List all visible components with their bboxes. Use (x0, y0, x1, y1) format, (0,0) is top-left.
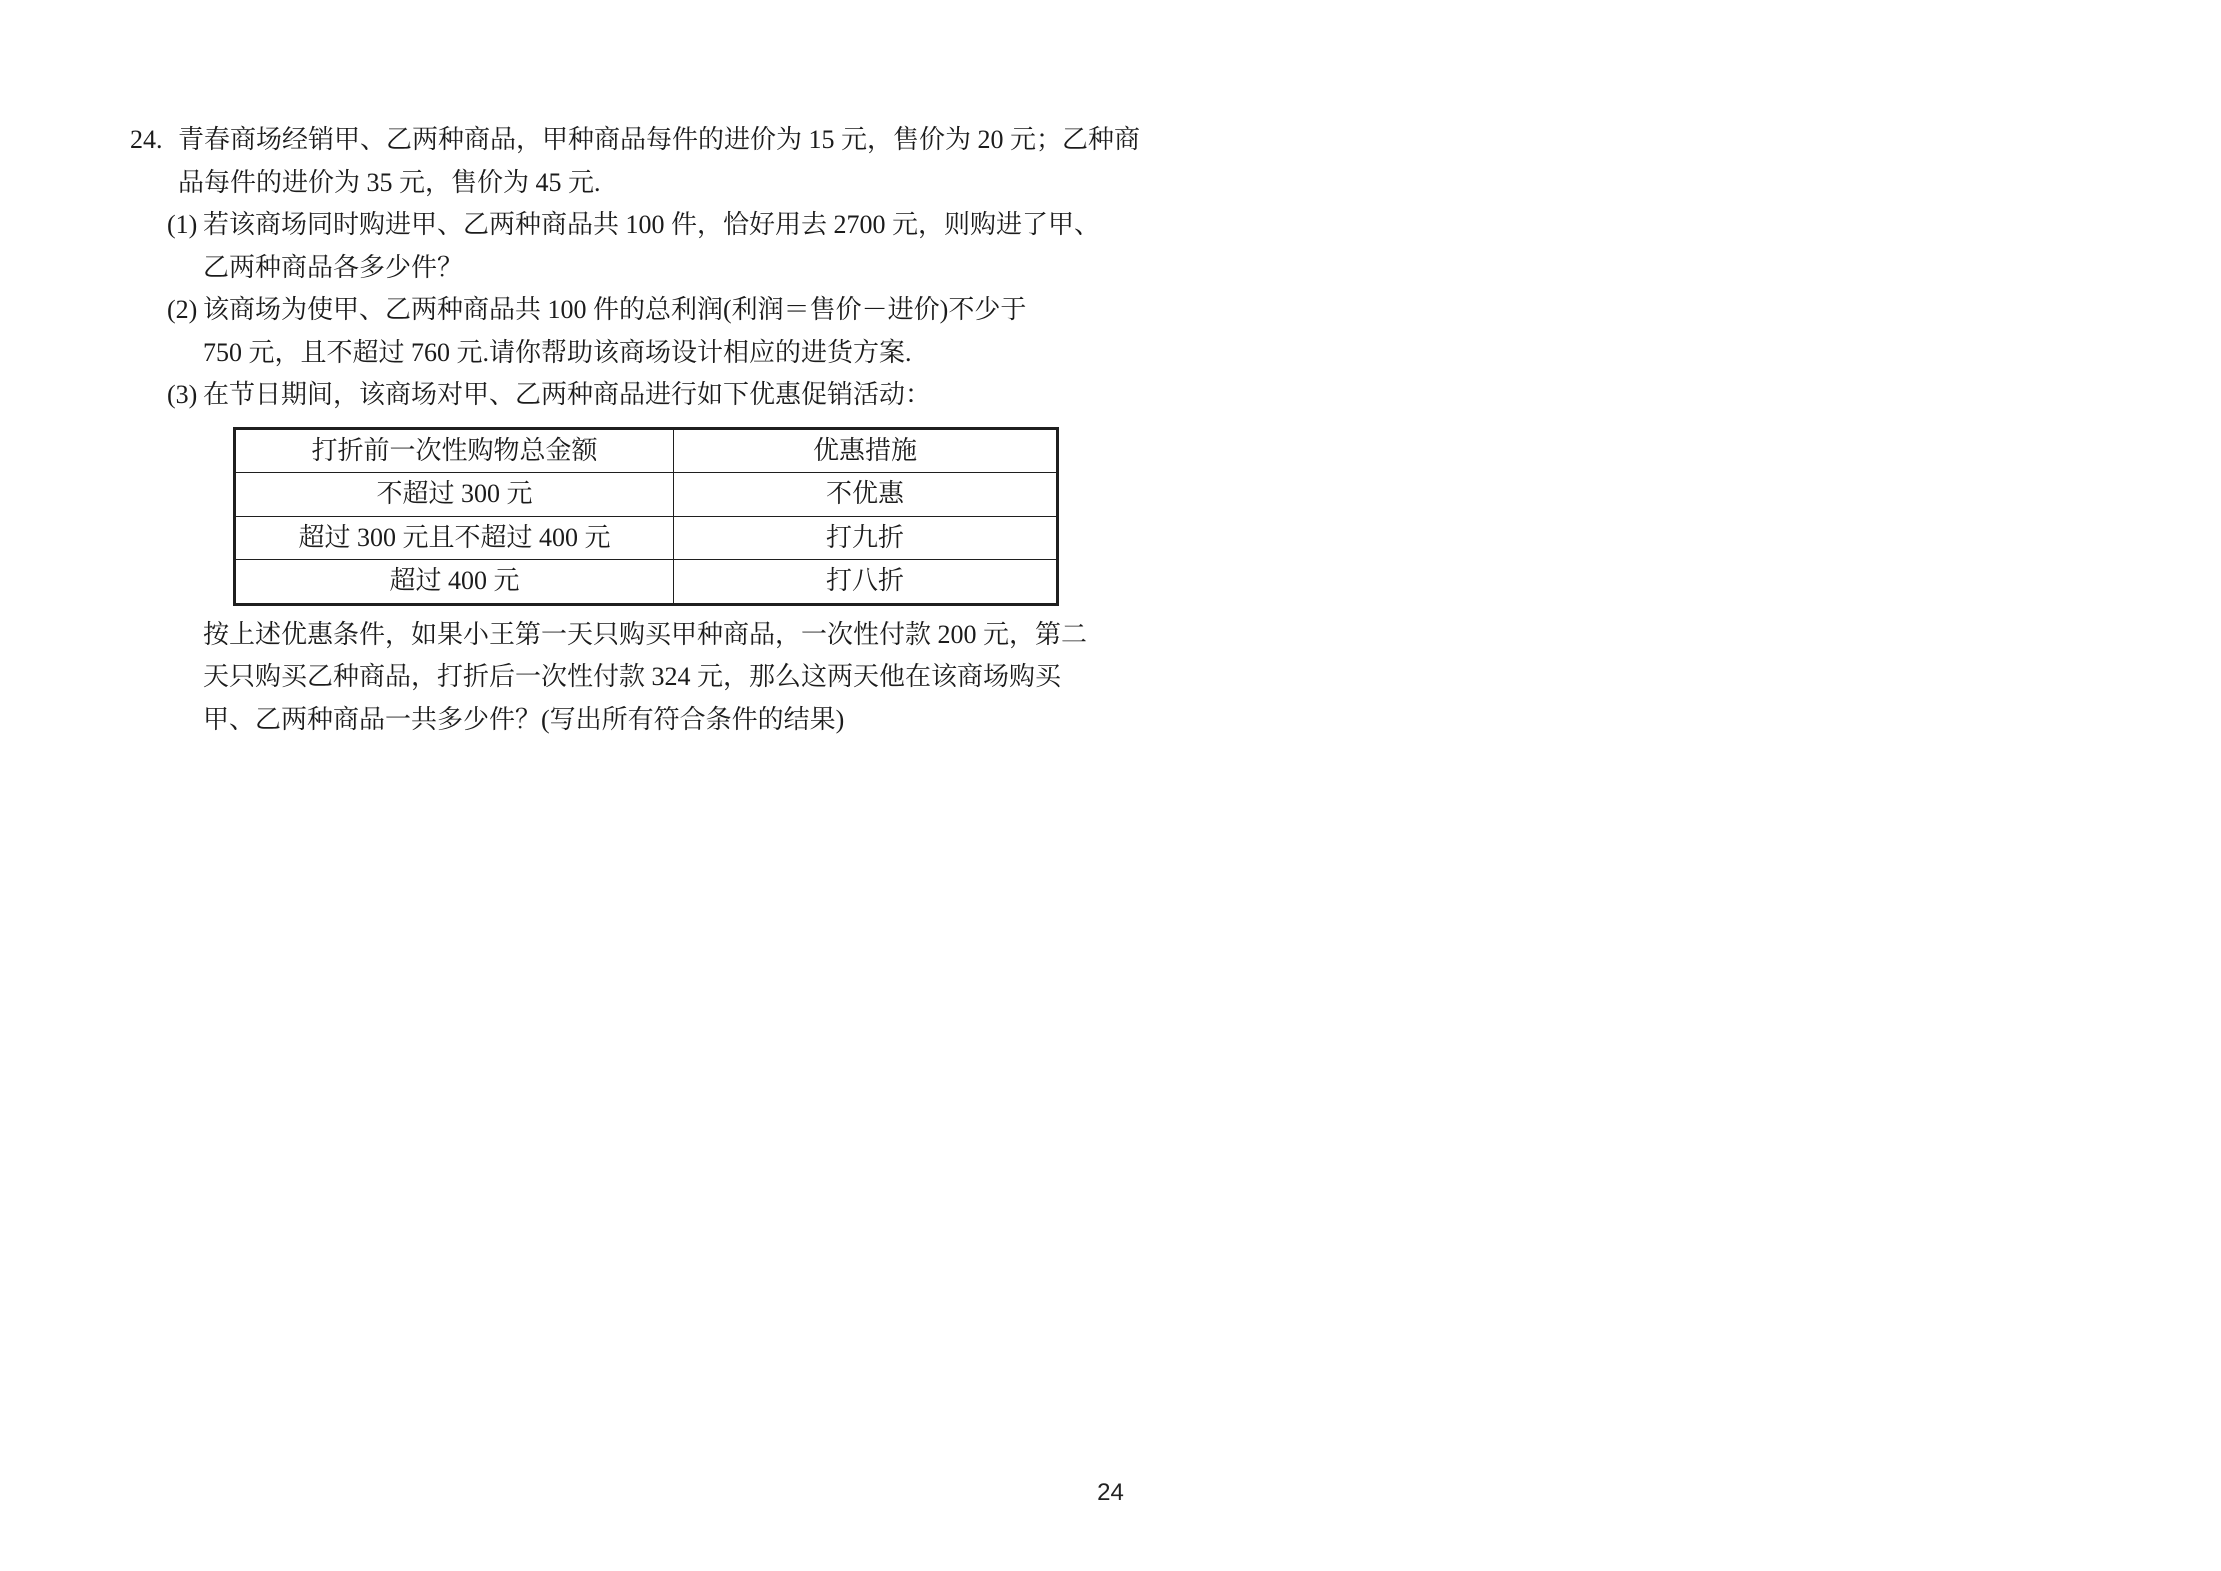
closing-line: 天只购买乙种商品，打折后一次性付款 324 元，那么这两天他在该商场购买 (203, 662, 1062, 691)
header-cell-offer: 优惠措施 (674, 428, 1058, 473)
closing-line: 甲、乙两种商品一共多少件？(写出所有符合条件的结果) (203, 704, 845, 734)
cell-amount: 不超过 300 元 (235, 473, 674, 517)
page-number: 24 (1097, 1479, 1124, 1506)
discount-table (233, 427, 1059, 606)
part-2-line: 该商场为使甲、乙两种商品共 100 件的总利润(利润＝售价－进价)不少于 (203, 295, 1027, 324)
problem-closing-paragraph (203, 614, 1140, 742)
cell-amount: 超过 300 元且不超过 400 元 (235, 516, 674, 560)
part-3-text (203, 374, 931, 417)
cell-offer: 不优惠 (674, 473, 1058, 517)
part-3-line: 在节日期间，该商场对甲、乙两种商品进行如下优惠促销活动： (203, 380, 932, 409)
cell-offer: 打九折 (674, 516, 1058, 560)
intro-line: 青春商场经销甲、乙两种商品，甲种商品每件的进价为 15 元，售价为 20 元；乙种商 (178, 125, 1141, 154)
intro-line: 品每件的进价为 35 元，售价为 45 元. (178, 167, 601, 197)
part-1-line: 若该商场同时购进甲、乙两种商品共 100 件，恰好用去 2700 元，则购进了甲、 (203, 210, 1101, 239)
problem-intro (130, 119, 1140, 204)
problem-part-1 (167, 204, 1140, 289)
table-row (235, 516, 1058, 560)
part-1-label: (1) (167, 210, 198, 239)
part-2-label: (2) (167, 295, 198, 324)
cell-amount: 超过 400 元 (235, 560, 674, 605)
part-1-line: 乙两种商品各多少件？ (203, 252, 464, 282)
table-row (235, 560, 1058, 605)
part-2-text (203, 289, 1026, 374)
cell-offer: 打八折 (674, 560, 1058, 605)
problem-24-block (130, 119, 1140, 741)
problem-intro-text (178, 119, 1140, 204)
table-row (235, 473, 1058, 517)
part-2-line: 750 元，且不超过 760 元.请你帮助该商场设计相应的进货方案. (203, 337, 912, 367)
part-3-label: (3) (167, 380, 198, 409)
part-1-text (203, 204, 1100, 289)
discount-table-header-row (235, 428, 1058, 473)
problem-number: 24. (130, 125, 163, 154)
problem-part-3 (167, 374, 1140, 417)
problem-part-2 (167, 289, 1140, 374)
discount-table-wrapper (233, 427, 1140, 606)
closing-line: 按上述优惠条件，如果小王第一天只购买甲种商品，一次性付款 200 元，第二 (203, 619, 1088, 649)
header-cell-amount: 打折前一次性购物总金额 (235, 428, 674, 473)
